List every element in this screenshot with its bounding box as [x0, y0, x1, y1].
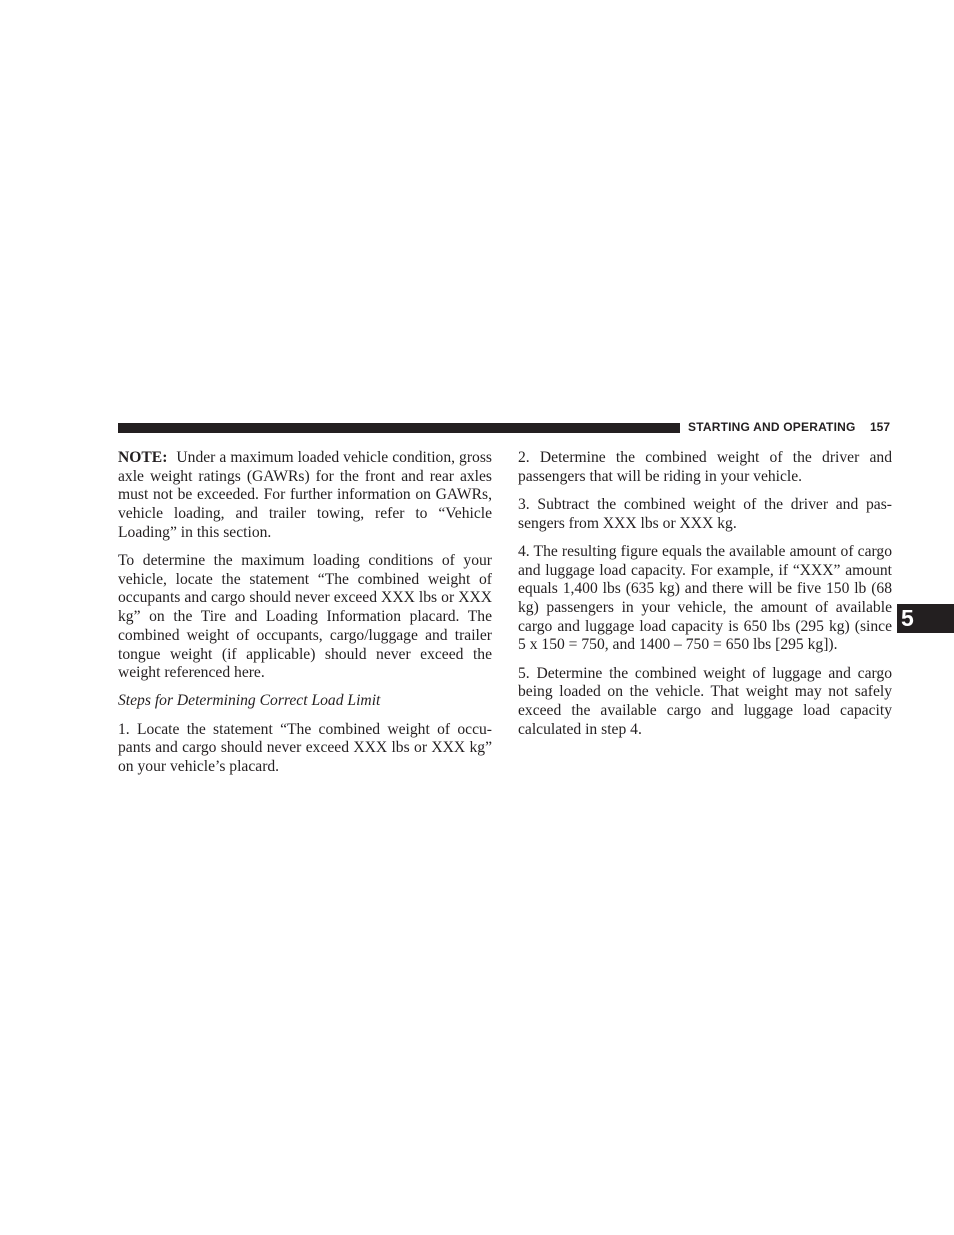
- step-2: 2. Determine the combined weight of the driver and passengers that will be riding in your vehicle.: [518, 449, 892, 485]
- step-5: 5. Determine the combined weight of luggage and cargo being loaded on the vehicle. That weight may not safely exceed the available cargo and luggage load capacity calculated in step 4.: [518, 664, 892, 738]
- section-title: STARTING AND OPERATING: [688, 420, 856, 434]
- note-label: NOTE:: [118, 449, 168, 466]
- steps-subheading: Steps for Determining Correct Load Limit: [118, 692, 381, 710]
- header-rule: [118, 423, 680, 433]
- right-column: [518, 449, 892, 749]
- intro-paragraph: To determine the maximum loading conditions of your vehicle, locate the statement “The combined weight of occupants and cargo should never exceed XXX lbs or XXX kg” on the Tire and Loading Information placard. The combined weight of occupants, cargo/luggage and trailer tongue weight (if applicable) should never exceed the weight referenced here.: [118, 552, 492, 682]
- step-3: 3. Subtract the combined weight of the driver and passengers from XXX lbs or XXX kg.: [518, 495, 892, 532]
- step-4: 4. The resulting figure equals the available amount of cargo and luggage load capacity. For example, if “XXX” amount equals 1,400 lbs (635 kg) and there will be five 150 lb (68 kg) passengers in your vehicle, the amount of available cargo and luggage load capacity is 650 lbs (295 kg) (since 5 x 150 = 750, and 1400 – 750 = 650 lbs [295 kg]).: [518, 542, 892, 654]
- left-column: [118, 449, 492, 786]
- chapter-tab: 5: [897, 604, 954, 633]
- step-1: 1. Locate the statement “The combined weight of occupants and cargo should never exceed XXX lbs or XXX kg” on your vehicle’s placard.: [118, 720, 492, 776]
- note-text: Under a maximum loaded vehicle condition, gross axle weight ratings (GAWRs) for the front and rear axles must not be exceeded. For further information on GAWRs, vehicle loading, and trailer towing, refer to “Vehicle Loading” in this section.: [118, 449, 492, 541]
- note-paragraph: [118, 449, 492, 543]
- page-number: 157: [870, 420, 891, 434]
